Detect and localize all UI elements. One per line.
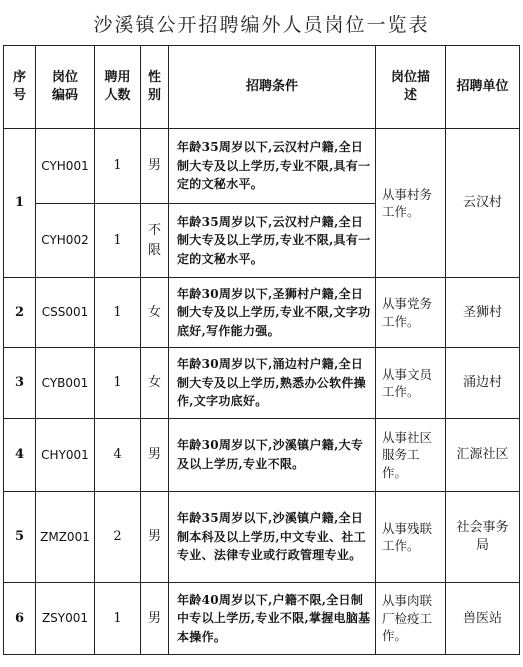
- table-row: [4, 583, 520, 655]
- desc-cell: 从事党务工作。: [376, 278, 446, 348]
- seq-cell: 3: [4, 348, 36, 419]
- table-row: [4, 348, 520, 419]
- code-cell: CHY001: [36, 419, 95, 492]
- gender-cell: 女: [141, 278, 169, 348]
- count-cell: 1: [95, 129, 141, 204]
- seq-cell: 4: [4, 419, 36, 492]
- count-cell: 1: [95, 204, 141, 278]
- positions-table: [3, 45, 520, 655]
- unit-cell: 圣狮村: [446, 278, 520, 348]
- code-cell: CYB001: [36, 348, 95, 419]
- unit-cell: 兽医站: [446, 583, 520, 655]
- code-cell: CSS001: [36, 278, 95, 348]
- conditions-cell: 年龄35周岁以下,沙溪镇户籍,全日制本科及以上学历,中文专业、社工专业、法律专业或行政管理专业。: [169, 492, 376, 583]
- seq-cell: 1: [4, 129, 36, 278]
- count-cell: 1: [95, 583, 141, 655]
- conditions-cell: 年龄35周岁以下,云汉村户籍,全日制大专及以上学历,专业不限,具有一定的文秘水平。: [169, 204, 376, 278]
- conditions-cell: 年龄35周岁以下,云汉村户籍,全日制大专及以上学历,专业不限,具有一定的文秘水平。: [169, 129, 376, 204]
- header-gender: 性 别: [141, 46, 169, 129]
- gender-cell: 男: [141, 583, 169, 655]
- header-unit: 招聘单位: [446, 46, 520, 129]
- unit-cell: 社会事务局: [446, 492, 520, 583]
- gender-cell: 男: [141, 419, 169, 492]
- conditions-cell: 年龄40周岁以下,户籍不限,全日制中专以上学历,专业不限,掌握电脑基本操作。: [169, 583, 376, 655]
- gender-cell: 女: [141, 348, 169, 419]
- count-cell: 1: [95, 278, 141, 348]
- table-row: [4, 129, 520, 204]
- unit-cell: 云汉村: [446, 129, 520, 278]
- count-cell: 2: [95, 492, 141, 583]
- header-row: [4, 46, 520, 129]
- code-cell: CYH001: [36, 129, 95, 204]
- table-row: [4, 492, 520, 583]
- desc-cell: 从事社区服务工作。: [376, 419, 446, 492]
- header-count: 聘用 人数: [95, 46, 141, 129]
- desc-cell: 从事残联工作。: [376, 492, 446, 583]
- gender-cell: 男: [141, 492, 169, 583]
- table-row: [4, 278, 520, 348]
- conditions-cell: 年龄30周岁以下,沙溪镇户籍,大专及以上学历,专业不限。: [169, 419, 376, 492]
- desc-cell: 从事文员工作。: [376, 348, 446, 419]
- header-conditions: 招聘条件: [169, 46, 376, 129]
- code-cell: ZMZ001: [36, 492, 95, 583]
- seq-cell: 2: [4, 278, 36, 348]
- header-seq: 序 号: [4, 46, 36, 129]
- code-cell: ZSY001: [36, 583, 95, 655]
- conditions-cell: 年龄30周岁以下,涌边村户籍,全日制大专及以上学历,熟悉办公软件操作,文字功底好。: [169, 348, 376, 419]
- seq-cell: 6: [4, 583, 36, 655]
- table-row: [4, 419, 520, 492]
- code-cell: CYH002: [36, 204, 95, 278]
- desc-cell: 从事村务工作。: [376, 129, 446, 278]
- count-cell: 4: [95, 419, 141, 492]
- header-code: 岗位 编码: [36, 46, 95, 129]
- document-title: 沙溪镇公开招聘编外人员岗位一览表: [93, 14, 430, 36]
- count-cell: 1: [95, 348, 141, 419]
- seq-cell: 5: [4, 492, 36, 583]
- desc-cell: 从事肉联厂检疫工作。: [376, 583, 446, 655]
- conditions-cell: 年龄30周岁以下,圣狮村户籍,全日制大专及以上学历,专业不限,文字功底好,写作能力强。: [169, 278, 376, 348]
- unit-cell: 涌边村: [446, 348, 520, 419]
- gender-cell: 男: [141, 129, 169, 204]
- gender-cell: 不限: [141, 204, 169, 278]
- unit-cell: 汇源社区: [446, 419, 520, 492]
- header-desc: 岗位描 述: [376, 46, 446, 129]
